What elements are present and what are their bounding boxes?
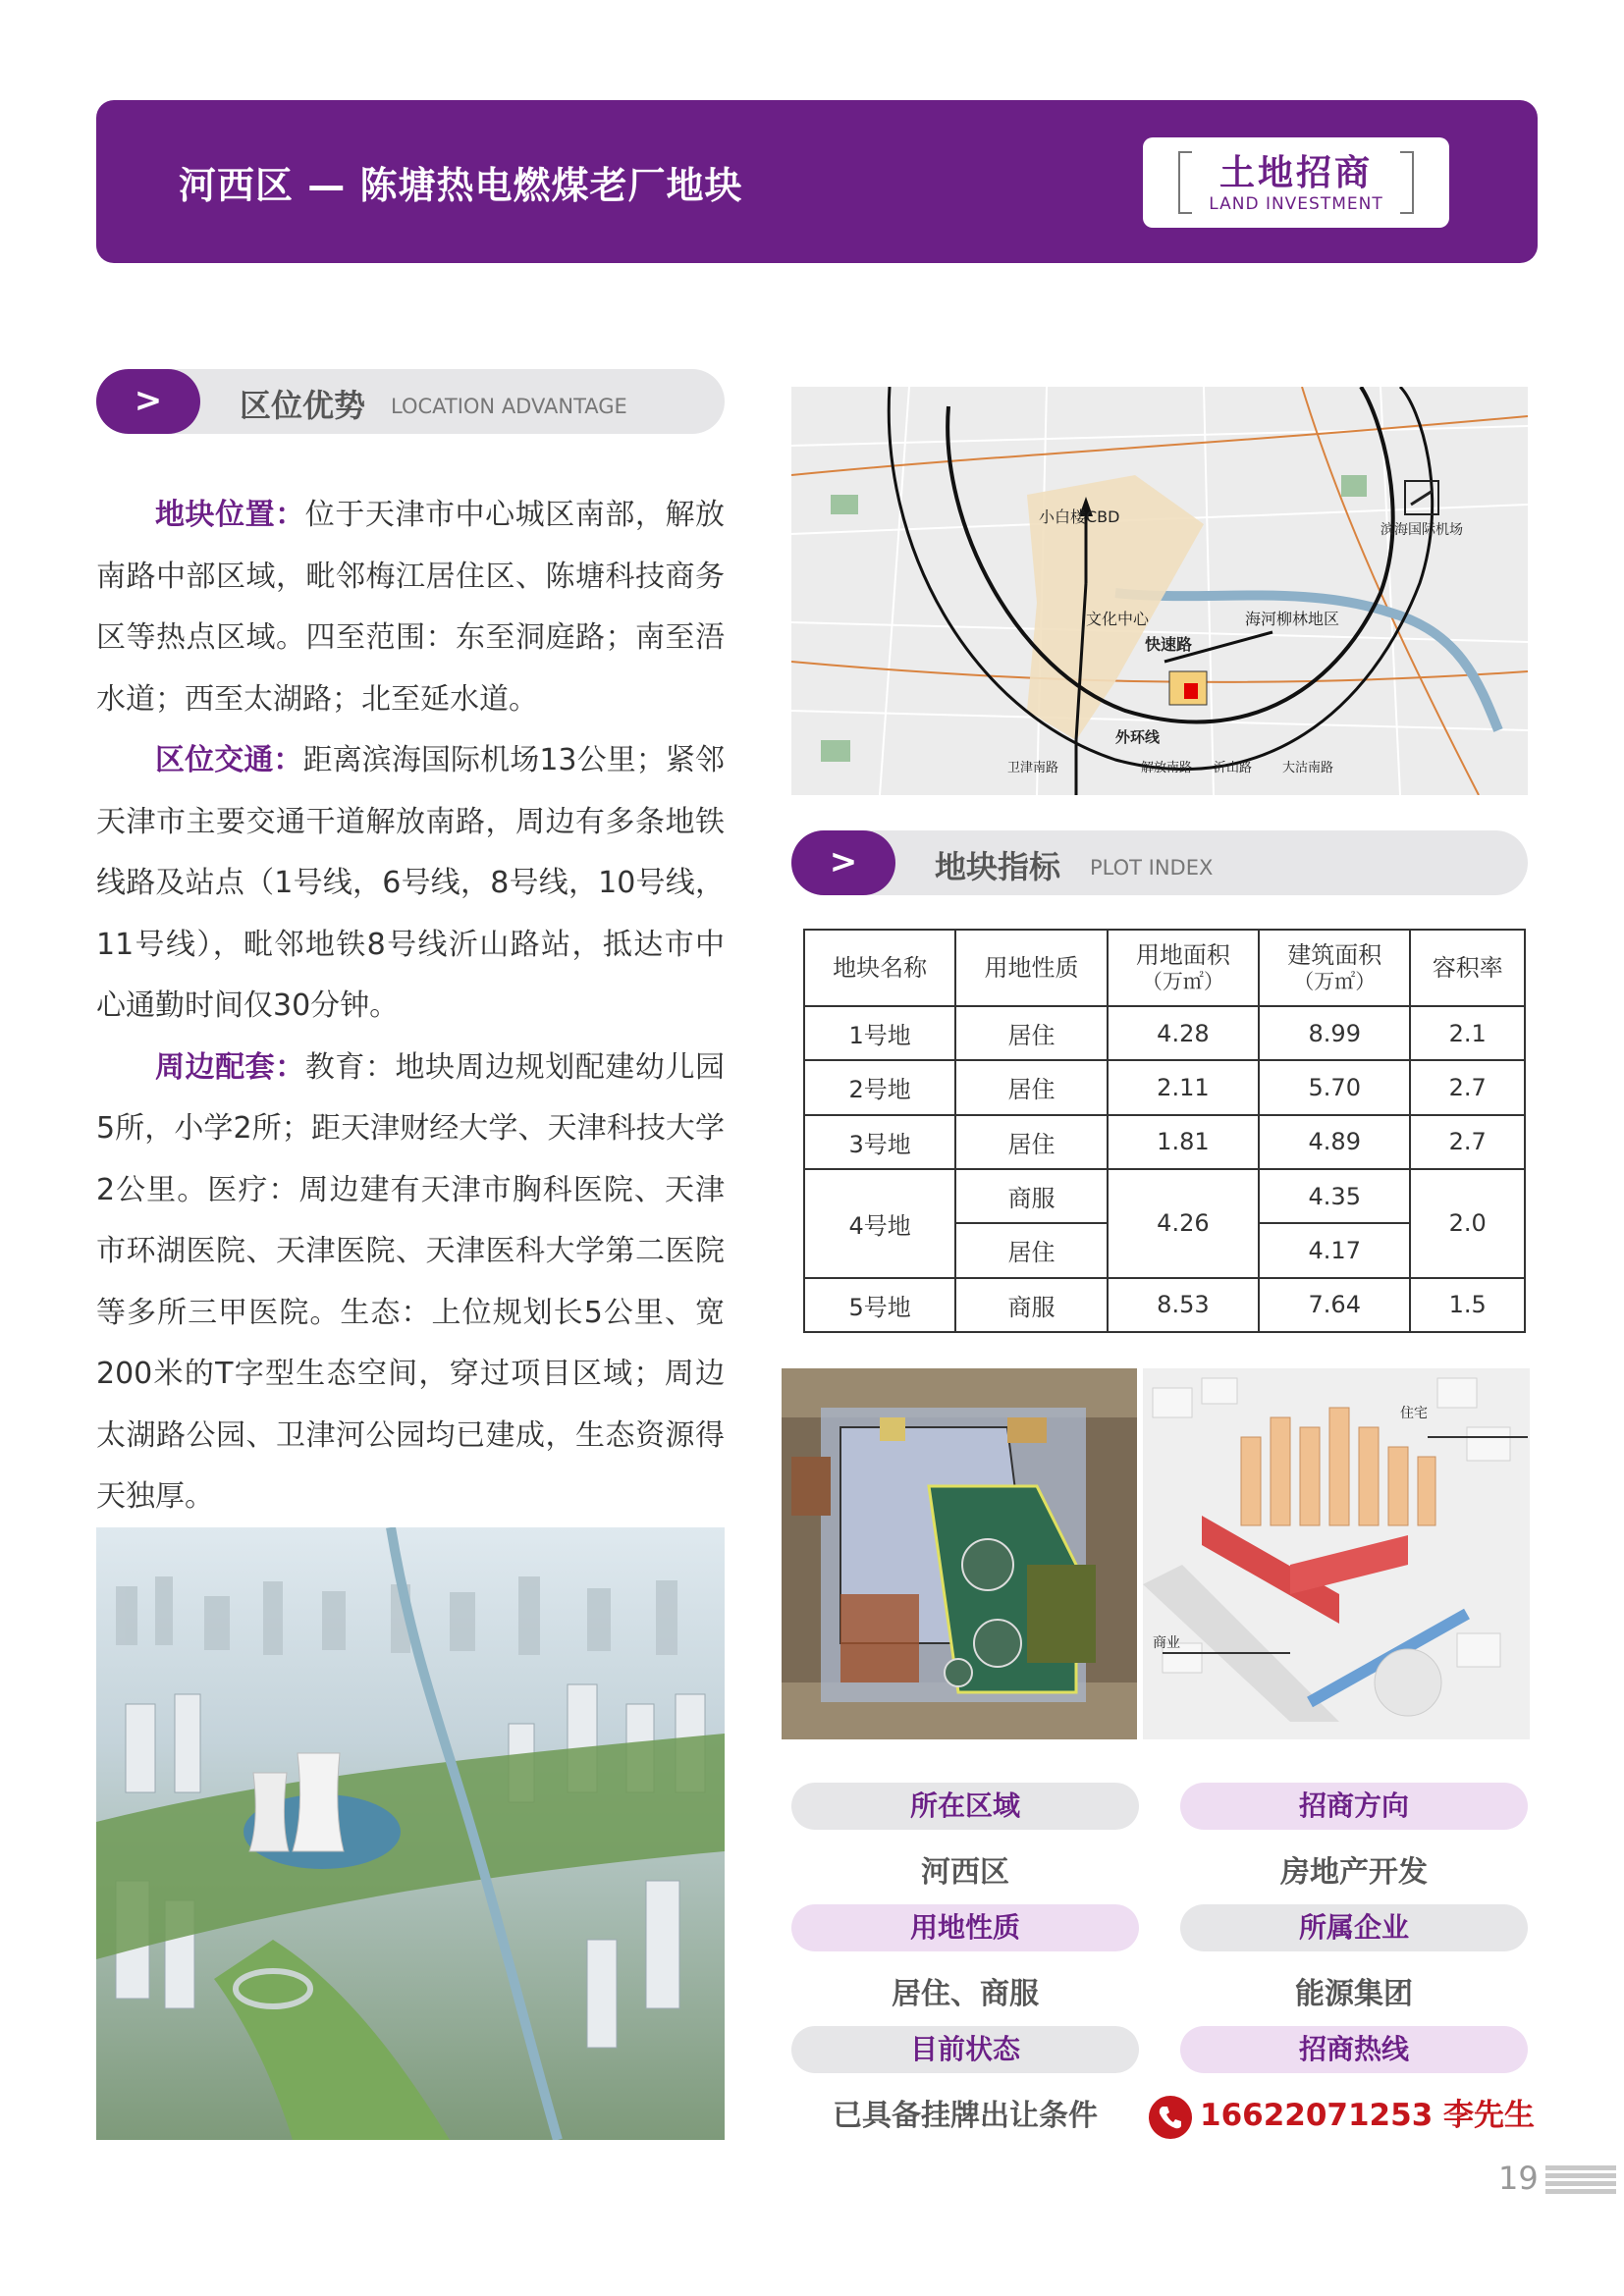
cell-use: 商服 <box>955 1169 1107 1223</box>
cell-use: 商服 <box>955 1278 1107 1332</box>
paragraph-text: 位于天津市中心城区南部，解放南路中部区域，毗邻梅江居住区、陈塘科技商务区等热点区域。四至范围：东至洞庭路；南至浯水道；西至太湖路；北至延水道。 <box>96 498 726 717</box>
use-label: 用地性质 <box>791 1904 1139 1951</box>
table-header-row <box>804 930 1525 1006</box>
table-row <box>804 1006 1525 1060</box>
cell-land-area: 8.53 <box>1108 1278 1259 1332</box>
location-description <box>96 485 725 1528</box>
table-row <box>804 1169 1525 1223</box>
col-header: 用地面积 （万㎡） <box>1108 930 1259 1006</box>
map-label-dagu: 大沽南路 <box>1282 761 1334 775</box>
map-label-cbd: 小白楼CBD <box>1039 507 1120 526</box>
company-value: 能源集团 <box>1295 1977 1413 2011</box>
plot-section-title: 地块指标 <box>935 848 1061 885</box>
paragraph-lead: 地块位置： <box>155 498 305 532</box>
cell-name: 2号地 <box>804 1060 955 1114</box>
paragraph-lead: 周边配套： <box>155 1049 305 1085</box>
page-number: 19 <box>1498 2160 1539 2197</box>
render-label-commercial: 商业 <box>1153 1635 1180 1651</box>
map-label-yishan: 沂山路 <box>1214 761 1253 775</box>
map-label-airport: 滨海国际机场 <box>1380 522 1463 538</box>
header-banner <box>96 100 1538 263</box>
map-label-kuaisu: 快速路 <box>1145 635 1193 654</box>
cell-name: 4号地 <box>804 1169 955 1278</box>
aerial-rendering-image <box>96 1527 725 2140</box>
location-section-header <box>96 369 725 434</box>
location-map-image <box>791 387 1528 795</box>
cell-use: 居住 <box>955 1006 1107 1060</box>
cell-far: 2.1 <box>1410 1006 1525 1060</box>
cell-name: 5号地 <box>804 1278 955 1332</box>
use-value: 居住、商服 <box>892 1977 1039 2011</box>
hotline-value: 16622071253 李先生 <box>1200 2098 1536 2133</box>
cell-use: 居住 <box>955 1223 1107 1277</box>
cell-build-area: 7.64 <box>1259 1278 1410 1332</box>
paragraph-facilities <box>96 1038 725 1528</box>
land-investment-badge <box>1143 137 1449 228</box>
region-label: 所在区域 <box>791 1783 1139 1830</box>
cell-land-area: 4.26 <box>1108 1169 1259 1278</box>
table-row <box>804 1115 1525 1169</box>
map-label-weijin: 卫津南路 <box>1007 761 1059 775</box>
plot-section-subtitle: PLOT INDEX <box>1090 856 1214 880</box>
badge-title-cn: 土地招商 <box>1218 153 1373 193</box>
cell-use: 居住 <box>955 1115 1107 1169</box>
company-label: 所属企业 <box>1180 1904 1528 1951</box>
paragraph-traffic <box>96 730 725 1038</box>
direction-value: 房地产开发 <box>1280 1855 1428 1890</box>
cell-build-area: 4.17 <box>1259 1223 1410 1277</box>
status-label: 目前状态 <box>791 2026 1139 2073</box>
site-plan-image <box>782 1368 1137 1739</box>
map-label-jiefang: 解放南路 <box>1141 761 1193 775</box>
col-header: 容积率 <box>1410 930 1525 1006</box>
cell-use: 居住 <box>955 1060 1107 1114</box>
cell-build-area: 4.89 <box>1259 1115 1410 1169</box>
plot-section-header <box>791 830 1528 895</box>
table-row <box>804 1278 1525 1332</box>
cell-land-area: 1.81 <box>1108 1115 1259 1169</box>
render-label-residential: 住宅 <box>1400 1406 1428 1421</box>
paragraph-text: 教育：地块周边规划配建幼儿园5所，小学2所；距天津财经大学、天津科技大学2公里。医疗：周边建有天津市胸科医院、天津市环湖医院、天津医院、天津医科大学第二医院等多所三甲医院。生态：上位规划长5公里、宽200米的T字型生态空间，穿过项目区域；周边太湖路公园、卫津河公园均已建成，生态资源得天独厚。 <box>96 1049 726 1514</box>
map-label-waihuan: 外环线 <box>1115 728 1161 746</box>
col-header: 地块名称 <box>804 930 955 1006</box>
page-title: 河西区 — 陈塘热电燃煤老厂地块 <box>179 164 743 207</box>
status-value: 已具备挂牌出让条件 <box>833 2099 1098 2133</box>
cell-far: 2.7 <box>1410 1060 1525 1114</box>
direction-label: 招商方向 <box>1180 1783 1528 1830</box>
location-section-title: 区位优势 <box>240 387 366 424</box>
cell-name: 1号地 <box>804 1006 955 1060</box>
cell-name: 3号地 <box>804 1115 955 1169</box>
paragraph-lead: 区位交通： <box>155 743 303 777</box>
phone-icon <box>1149 2096 1192 2139</box>
cell-far: 2.0 <box>1410 1169 1525 1278</box>
map-label-culture: 文化中心 <box>1086 610 1150 628</box>
location-section-subtitle: LOCATION ADVANTAGE <box>391 395 627 418</box>
cell-build-area: 5.70 <box>1259 1060 1410 1114</box>
hotline <box>1149 2093 1535 2138</box>
region-value: 河西区 <box>921 1855 1009 1890</box>
col-header: 用地性质 <box>955 930 1107 1006</box>
table-row <box>804 1060 1525 1114</box>
map-label-haihe: 海河柳林地区 <box>1245 610 1340 628</box>
paragraph-text: 距离滨海国际机场13公里；紧邻天津市主要交通干道解放南路，周边有多条地铁线路及站点（1号线，6号线，8号线，10号线，11号线），毗邻地铁8号线沂山路站，抵达市中心通勤时间仅30分钟。 <box>96 743 725 1023</box>
page-marker <box>1545 2165 1616 2195</box>
chevron-right-icon: > <box>791 830 895 895</box>
cell-land-area: 4.28 <box>1108 1006 1259 1060</box>
cell-build-area: 8.99 <box>1259 1006 1410 1060</box>
plot-index-table <box>803 929 1526 1333</box>
chevron-right-icon: > <box>96 369 200 434</box>
col-header: 建筑面积 （万㎡） <box>1259 930 1410 1006</box>
cell-land-area: 2.11 <box>1108 1060 1259 1114</box>
hotline-label: 招商热线 <box>1180 2026 1528 2073</box>
cell-far: 2.7 <box>1410 1115 1525 1169</box>
badge-title-en: LAND INVESTMENT <box>1209 194 1383 214</box>
cell-far: 1.5 <box>1410 1278 1525 1332</box>
massing-rendering-image <box>1143 1368 1530 1739</box>
cell-build-area: 4.35 <box>1259 1169 1410 1223</box>
paragraph-location <box>96 485 725 730</box>
